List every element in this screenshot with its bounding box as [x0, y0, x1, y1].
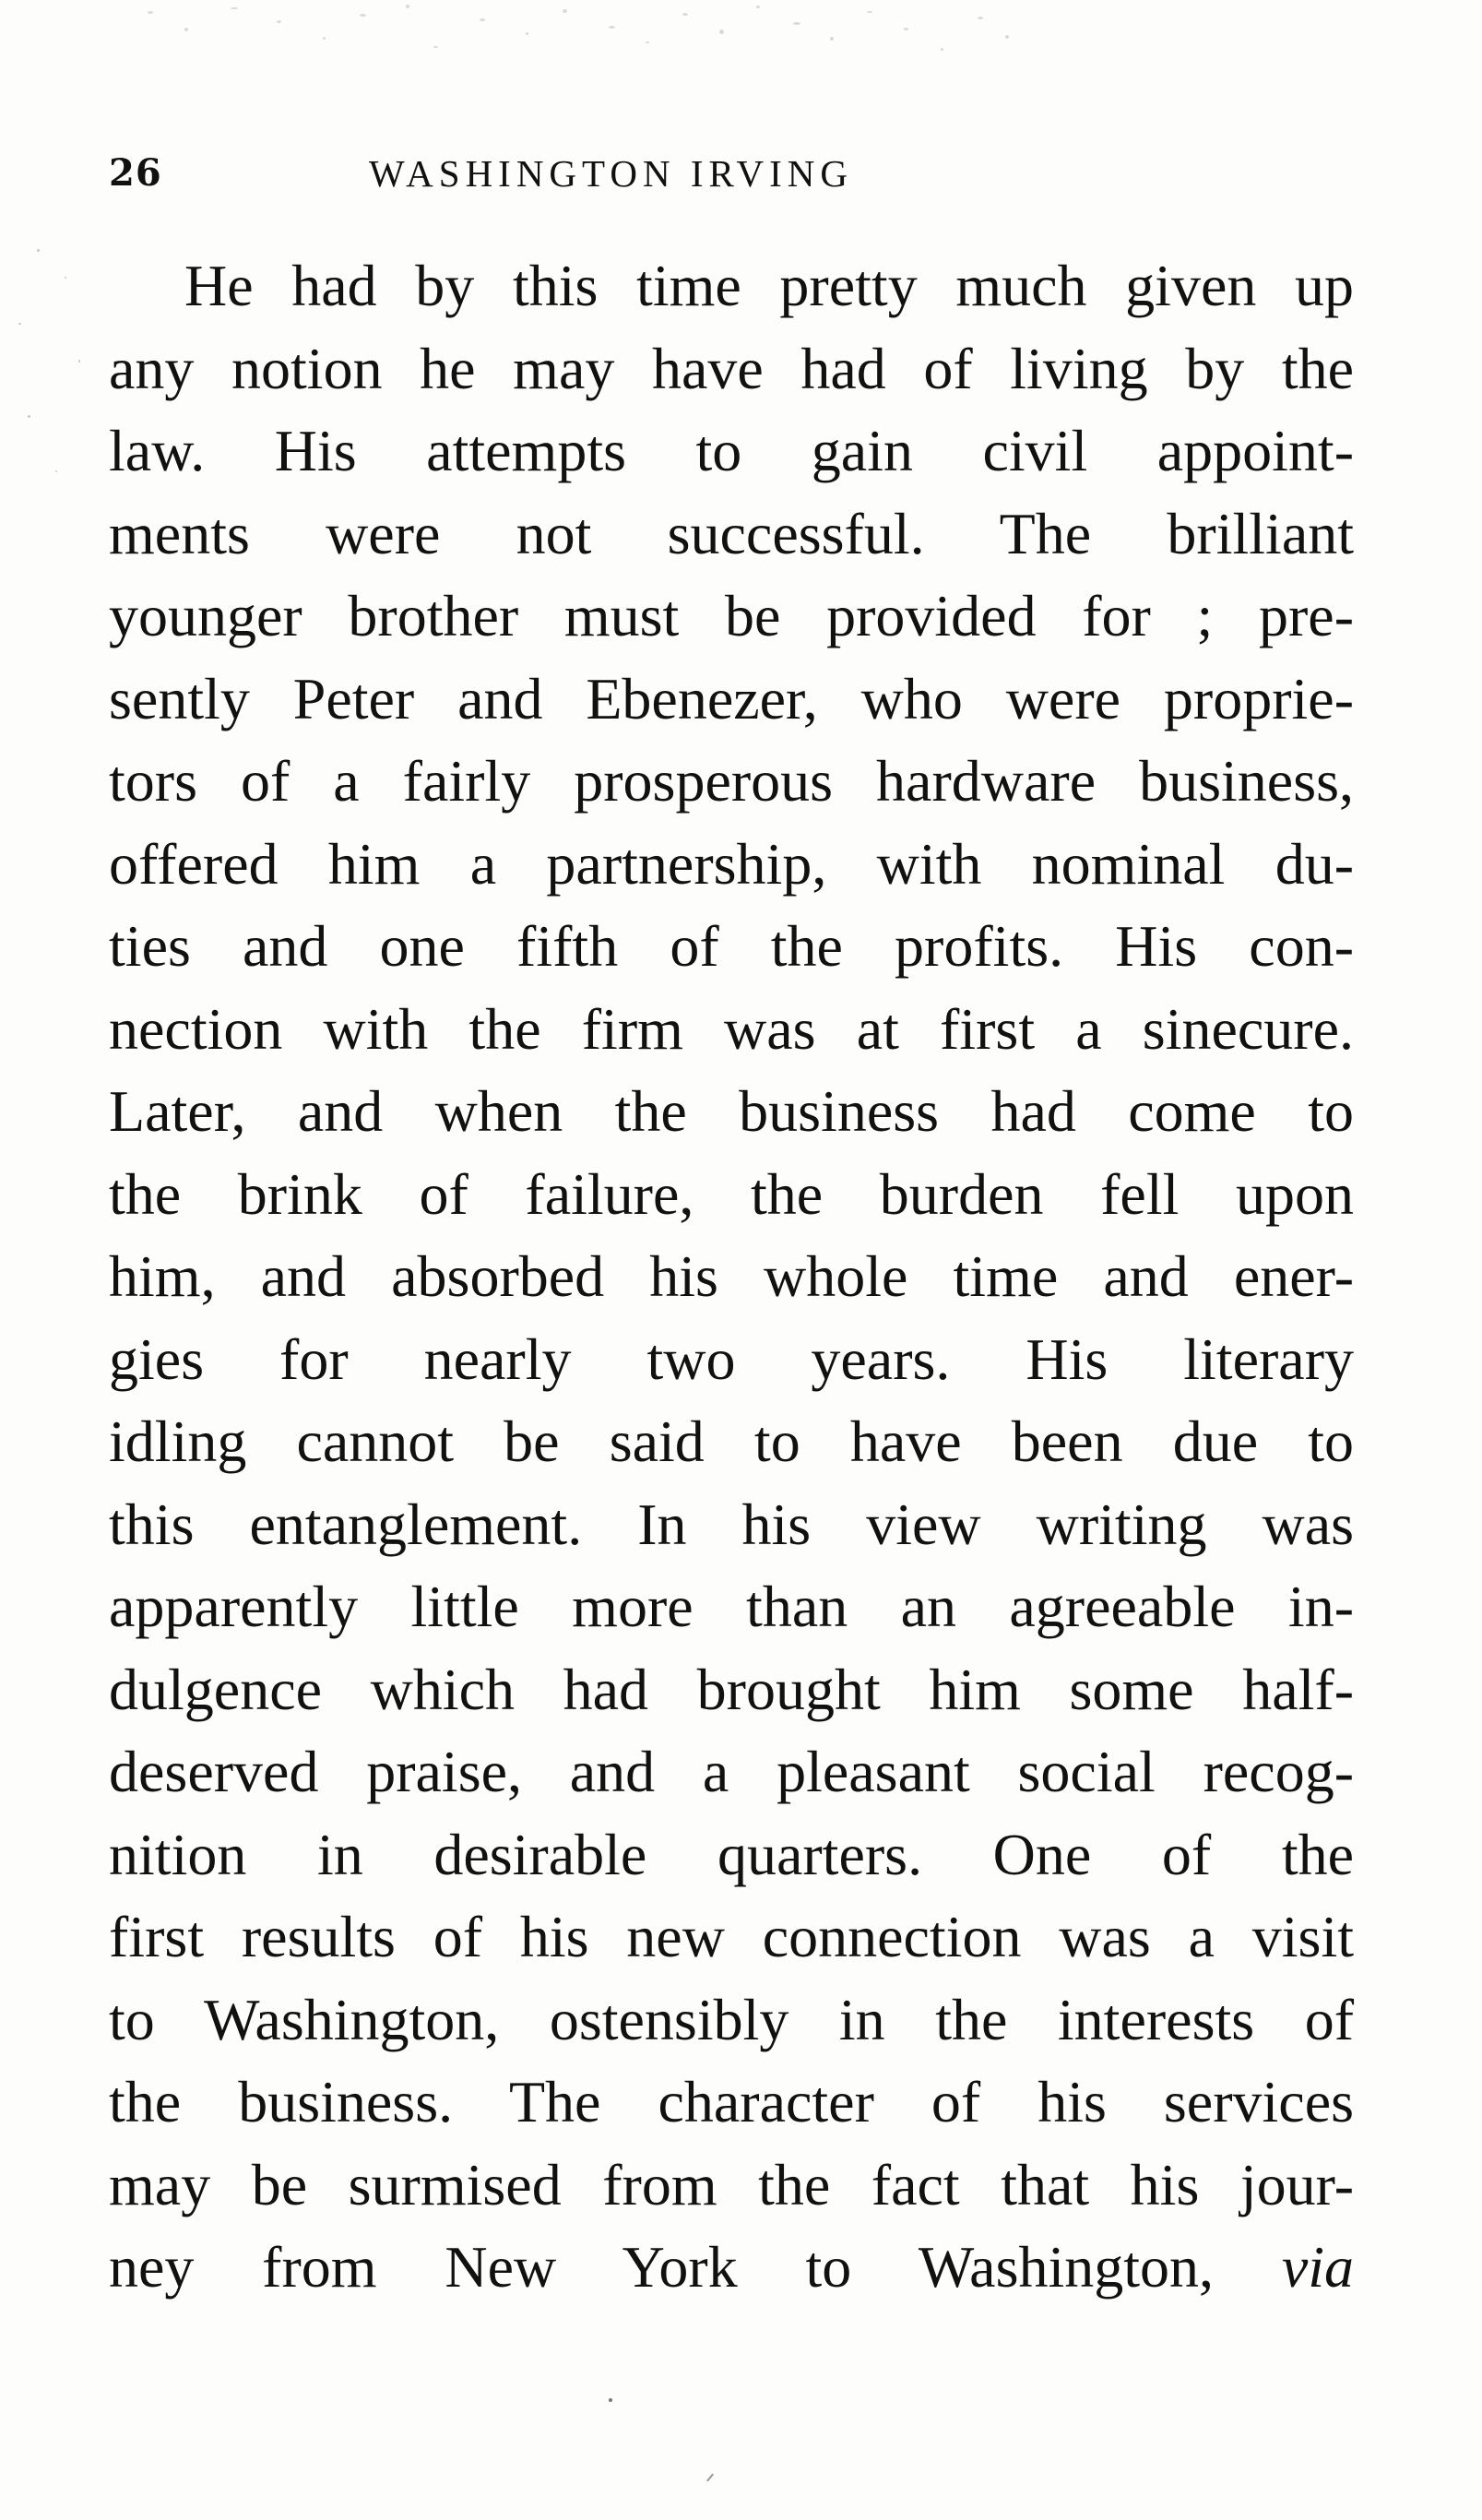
- text-line: ments were not successful. The brilliant: [109, 500, 1354, 566]
- text-line: He had by this time pretty much given up: [184, 253, 1354, 318]
- page-number: 26: [109, 151, 162, 195]
- italic-word: via: [1281, 2234, 1355, 2300]
- body-text: [109, 244, 1354, 2309]
- text-line: first results of his new connection was a visit: [109, 1904, 1354, 1969]
- text-line: gies for nearly two years. His literary: [109, 1325, 1354, 1392]
- text-line: tors of a fairly prosperous hardware business,: [109, 748, 1354, 814]
- text-line: any notion he may have had of living by the: [109, 335, 1354, 401]
- text-line-last-main: ney from New York to Washington,: [109, 2234, 1215, 2300]
- footer-speck: [609, 2398, 612, 2402]
- text-line: idling cannot be said to have been due to: [109, 1409, 1354, 1474]
- text-line: the brink of failure, the burden fell upon: [109, 1160, 1354, 1227]
- margin-specks: [0, 240, 120, 517]
- text-line: may be surmised from the fact that his jour-: [109, 2151, 1354, 2217]
- text-line: apparently little more than an agreeable in-: [109, 1574, 1354, 1639]
- footer-mark: [706, 2474, 714, 2482]
- text-line: nition in desirable quarters. One of the: [109, 1821, 1354, 1887]
- text-line-last: [109, 2226, 1354, 2309]
- scan-noise-top: [129, 0, 1033, 83]
- running-header: [109, 146, 1105, 201]
- text-line: to Washington, ostensibly in the interests of: [109, 1986, 1354, 2052]
- running-title: WASHINGTON IRVING: [369, 152, 854, 195]
- text-line: ties and one fifth of the profits. His con-: [109, 913, 1354, 979]
- text-line: law. His attempts to gain civil appoint-: [109, 418, 1354, 483]
- text-line: sently Peter and Ebenezer, who were proprie-: [109, 665, 1354, 731]
- text-line: dulgence which had brought him some half-: [109, 1656, 1354, 1722]
- text-line: younger brother must be provided for ; pre-: [109, 583, 1354, 648]
- text-line: the business. The character of his services: [109, 2069, 1354, 2134]
- text-line: him, and absorbed his whole time and ener-: [109, 1243, 1354, 1309]
- text-line: nection with the firm was at first a sinecure.: [109, 995, 1354, 1062]
- text-line: deserved praise, and a pleasant social recog-: [109, 1739, 1354, 1804]
- text-line: this entanglement. In his view writing was: [109, 1491, 1354, 1557]
- text-line: Later, and when the business had come to: [109, 1078, 1354, 1144]
- text-line: offered him a partnership, with nominal du-: [109, 830, 1354, 897]
